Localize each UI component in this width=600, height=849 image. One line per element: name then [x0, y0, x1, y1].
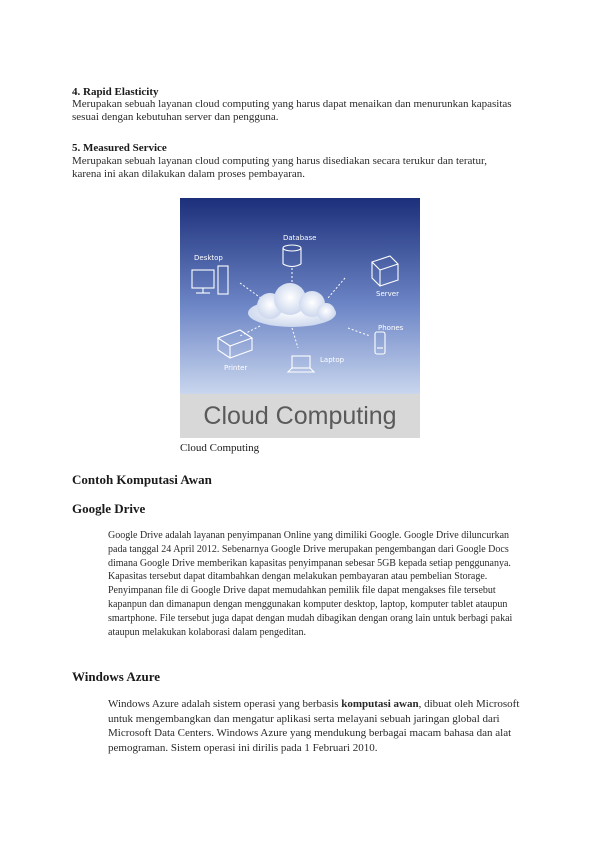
figure-banner-title: Cloud Computing [180, 394, 420, 438]
windows-azure-text-bold: komputasi awan [341, 698, 419, 710]
measured-service-text: Merupakan sebuah layanan cloud computing yang harus disediakan secara terukur dan teratur, karena ini akan dilakukan dalam proses pembayaran. [72, 155, 487, 180]
rapid-elasticity-heading: 4. Rapid Elasticity [72, 86, 159, 98]
database-label: Database [283, 234, 317, 242]
windows-azure-text-part1: Windows Azure adalah sistem operasi yang berbasis [108, 698, 342, 710]
contoh-komputasi-heading: Contoh Komputasi Awan [72, 472, 212, 487]
google-drive-text: Google Drive adalah layanan penyimpanan Online yang dimiliki Google. Google Drive diluncurkan pada tanggal 24 April 2012. Sebenarnya Google Drive merupakan pengembangan dari Google Docs dimana Google Drive memberikan kapasitas penyimpanan sebesar 5GB kepada setiap penggunanya. Kapasitas tersebut dapat ditambahkan dengan melakukan pembayaran atau pembelian Storage. Penyimpanan file di Google Drive dapat memudahkan pemilik file dapat mengakses file tersebut kapanpun dan dimanapun dengan menggunakan komputer desktop, laptop, komputer tablet ataupun smartphone. File tersebut juga dapat dengan mudah dibagikan dengan orang lain untuk berbagi pakai ataupun melakukan kolaborasi dalam pengeditan. [108, 530, 513, 638]
windows-azure-text [108, 697, 520, 755]
laptop-label: Laptop [320, 356, 345, 364]
server-label: Server [376, 290, 399, 298]
measured-service-heading: 5. Measured Service [72, 142, 167, 154]
printer-label: Printer [224, 364, 248, 372]
figure-caption: Cloud Computing [180, 442, 260, 454]
windows-azure-text-part2: , dibuat oleh Microsoft untuk mengembangkan dan mengatur aplikasi serta melayani sebuah jaringan global dari Microsoft Data Centers. Windows Azure yang mendukung berbagai macam bahasa dan alat pemograman. Sistem operasi ini dirilis pada 1 Februari 2010. [108, 698, 520, 754]
windows-azure-heading: Windows Azure [72, 669, 161, 684]
google-drive-heading: Google Drive [72, 501, 146, 516]
cloud-computing-figure [180, 198, 420, 438]
phones-label: Phones [378, 324, 404, 332]
rapid-elasticity-text: Merupakan sebuah layanan cloud computing yang harus dapat menaikan dan menurunkan kapasitas sesuai dengan kebutuhan server dan pengguna. [72, 98, 512, 123]
cloud-computing-illustration [180, 198, 420, 394]
desktop-label: Desktop [194, 254, 223, 262]
